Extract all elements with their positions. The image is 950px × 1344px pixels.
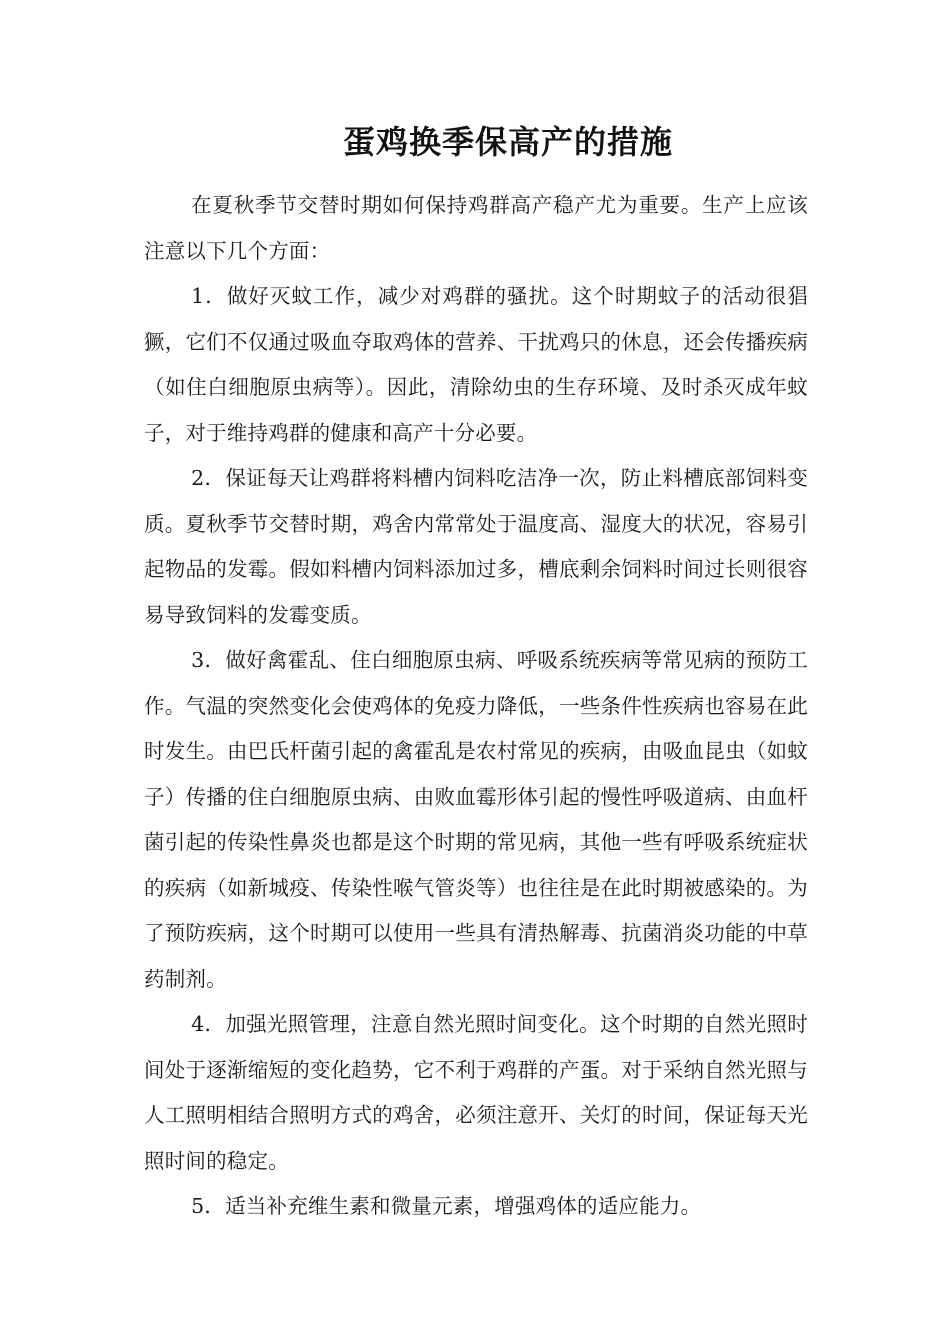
paragraph-number: 2． xyxy=(191,466,226,490)
intro-paragraph xyxy=(144,183,808,274)
paragraph-text: 在夏秋季节交替时期如何保持鸡群高产稳产尤为重要。生产上应该注意以下几个方面： xyxy=(144,193,808,263)
paragraph-number: 3． xyxy=(191,648,226,672)
paragraph-text: 做好禽霍乱、住白细胞原虫病、呼吸系统疾病等常见病的预防工作。气温的突然变化会使鸡体的免疫力降低，一些条件性疾病也容易在此时发生。由巴氏杆菌引起的禽霍乱是农村常见的疾病，由吸血昆虫（如蚊子）传播的住白细胞原虫病、由败血霉形体引起的慢性呼吸道病、由血杆菌引起的传染性鼻炎也都是这个时期的常见病，其他一些有呼吸系统症状的疾病（如新城疫、传染性喉气管炎等）也往往是在此时期被感染的。为了预防疾病，这个时期可以使用一些具有清热解毒、抗菌消炎功能的中草药制剂。 xyxy=(144,648,808,991)
measure-paragraph-5 xyxy=(144,1184,808,1230)
measure-paragraph-1 xyxy=(144,274,808,456)
measure-paragraph-3 xyxy=(144,638,808,1002)
measure-paragraph-2 xyxy=(144,456,808,638)
document-title: 蛋鸡换季保高产的措施 xyxy=(342,123,673,161)
paragraph-text: 保证每天让鸡群将料槽内饲料吃洁净一次，防止料槽底部饲料变质。夏秋季节交替时期，鸡舍内常常处于温度高、湿度大的状况，容易引起物品的发霉。假如料槽内饲料添加过多，槽底剩余饲料时间过长则很容易导致饲料的发霉变质。 xyxy=(144,466,808,627)
paragraph-text: 做好灭蚊工作，减少对鸡群的骚扰。这个时期蚊子的活动很猖獗，它们不仅通过吸血夺取鸡体的营养、干扰鸡只的休息，还会传播疾病（如住白细胞原虫病等）。因此，清除幼虫的生存环境、及时杀灭成年蚊子，对于维持鸡群的健康和高产十分必要。 xyxy=(144,284,808,445)
paragraph-text: 加强光照管理，注意自然光照时间变化。这个时期的自然光照时间处于逐渐缩短的变化趋势，它不利于鸡群的产蛋。对于采纳自然光照与人工照明相结合照明方式的鸡舍，必须注意开、关灯的时间，保证每天光照时间的稳定。 xyxy=(144,1012,808,1173)
measure-paragraph-4 xyxy=(144,1002,808,1184)
document-body xyxy=(144,183,808,1230)
paragraph-text: 适当补充维生素和微量元素，增强鸡体的适应能力。 xyxy=(225,1194,702,1218)
paragraph-number: 1． xyxy=(191,284,227,308)
paragraph-number: 5． xyxy=(191,1194,226,1218)
paragraph-number: 4． xyxy=(191,1012,226,1036)
